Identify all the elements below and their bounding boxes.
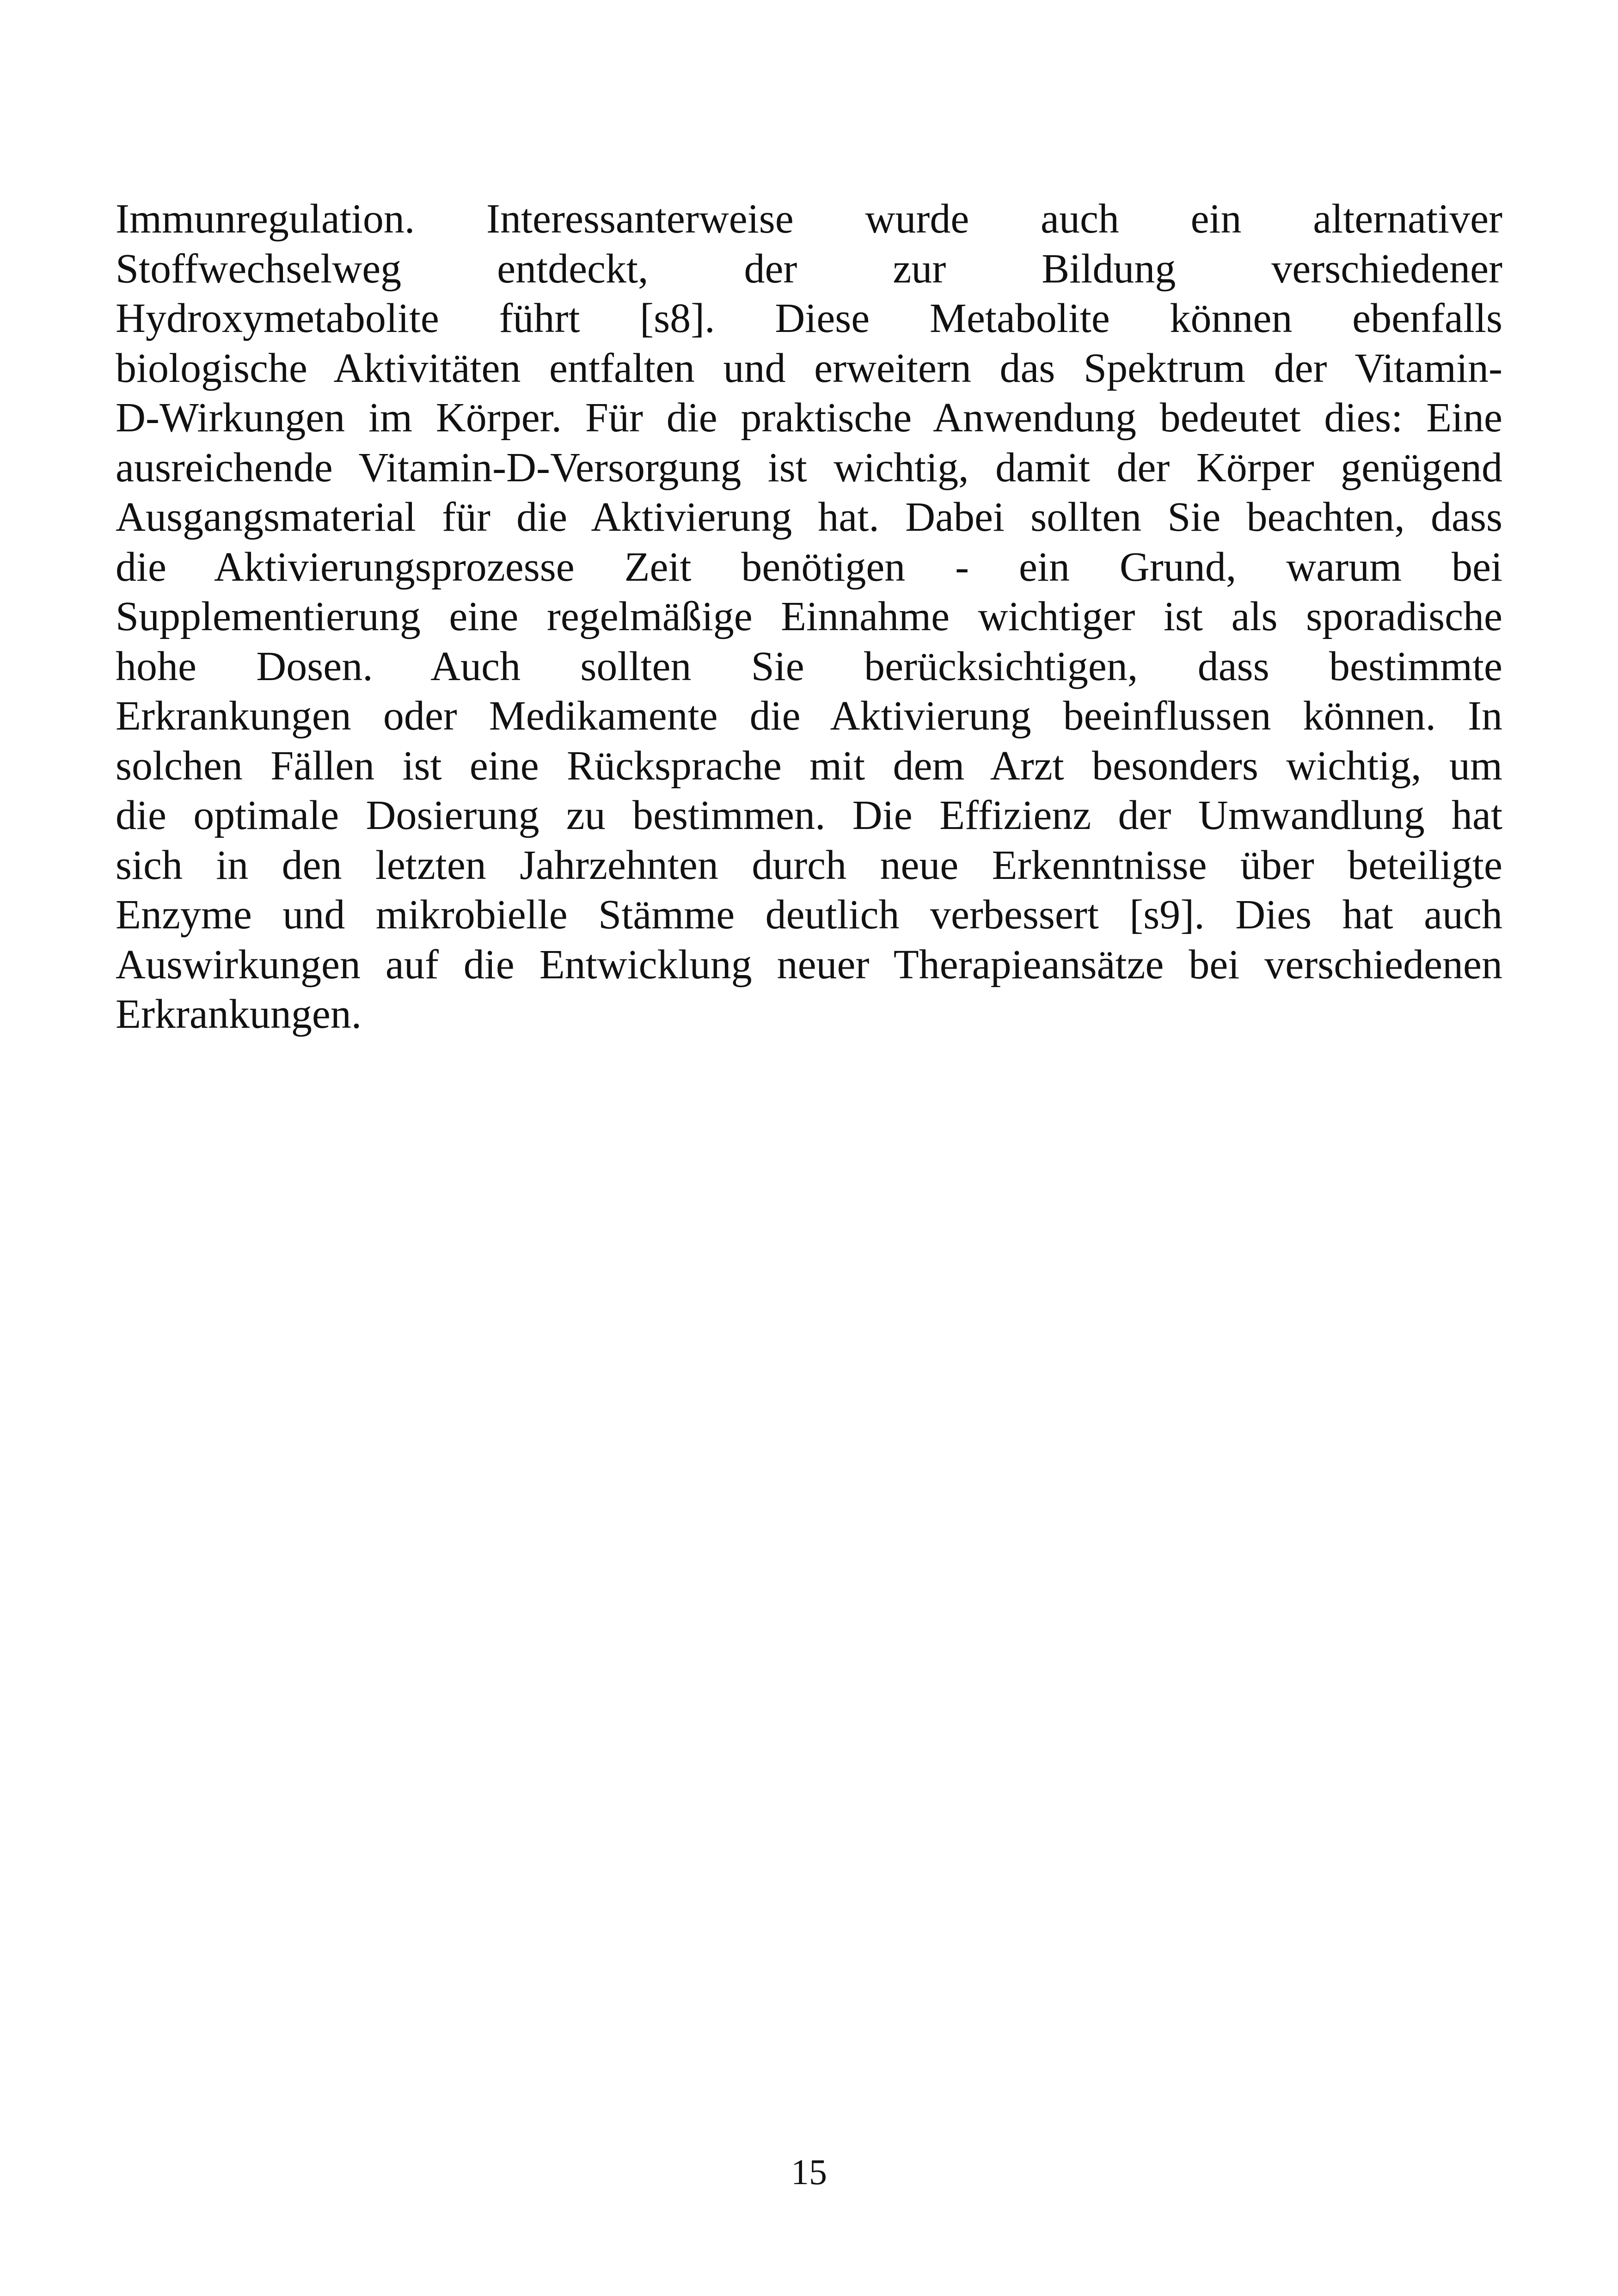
paragraph-line: D-Wirkungen im Körper. Für die praktische Anwendung bedeutet dies: Eine bbox=[116, 395, 1502, 441]
paragraph-line: Stoffwechselweg entdeckt, der zur Bildung verschiedener bbox=[116, 246, 1502, 292]
paragraph-line: solchen Fällen ist eine Rücksprache mit dem Arzt besonders wichtig, um bbox=[116, 743, 1502, 789]
paragraph-line: Supplementierung eine regelmäßige Einnahme wichtiger ist als sporadische bbox=[116, 594, 1502, 639]
paragraph-line: Auswirkungen auf die Entwicklung neuer Therapieansätze bei verschiedenen bbox=[116, 941, 1502, 988]
paragraph-line: Ausgangsmaterial für die Aktivierung hat. Dabei sollten Sie beachten, dass bbox=[116, 494, 1502, 540]
paragraph-line: Immunregulation. Interessanterweise wurde auch ein alternativer bbox=[116, 196, 1502, 242]
paragraph-line: biologische Aktivitäten entfalten und erweitern das Spektrum der Vitamin- bbox=[116, 345, 1502, 391]
paragraph-line: die Aktivierungsprozesse Zeit benötigen - ein Grund, warum bei bbox=[116, 544, 1502, 590]
paragraph-line: hohe Dosen. Auch sollten Sie berücksichtigen, dass bestimmte bbox=[116, 643, 1502, 689]
paragraph-line: Hydroxymetabolite führt [s8]. Diese Metabolite können ebenfalls bbox=[116, 295, 1502, 341]
paragraph-line: Enzyme und mikrobielle Stämme deutlich verbessert [s9]. Dies hat auch bbox=[116, 892, 1502, 938]
body-paragraph bbox=[116, 194, 1502, 1039]
paragraph-line: Erkrankungen oder Medikamente die Aktivierung beeinflussen können. In bbox=[116, 693, 1502, 739]
paragraph-line: ausreichende Vitamin-D-Versorgung ist wichtig, damit der Körper genügend bbox=[116, 444, 1502, 491]
paragraph-line: die optimale Dosierung zu bestimmen. Die Effizienz der Umwandlung hat bbox=[116, 792, 1502, 838]
page-number: 15 bbox=[791, 2152, 827, 2192]
paragraph-line: sich in den letzten Jahrzehnten durch neue Erkenntnisse über beteiligte bbox=[116, 842, 1502, 888]
paragraph-line: Erkrankungen. bbox=[116, 991, 362, 1037]
